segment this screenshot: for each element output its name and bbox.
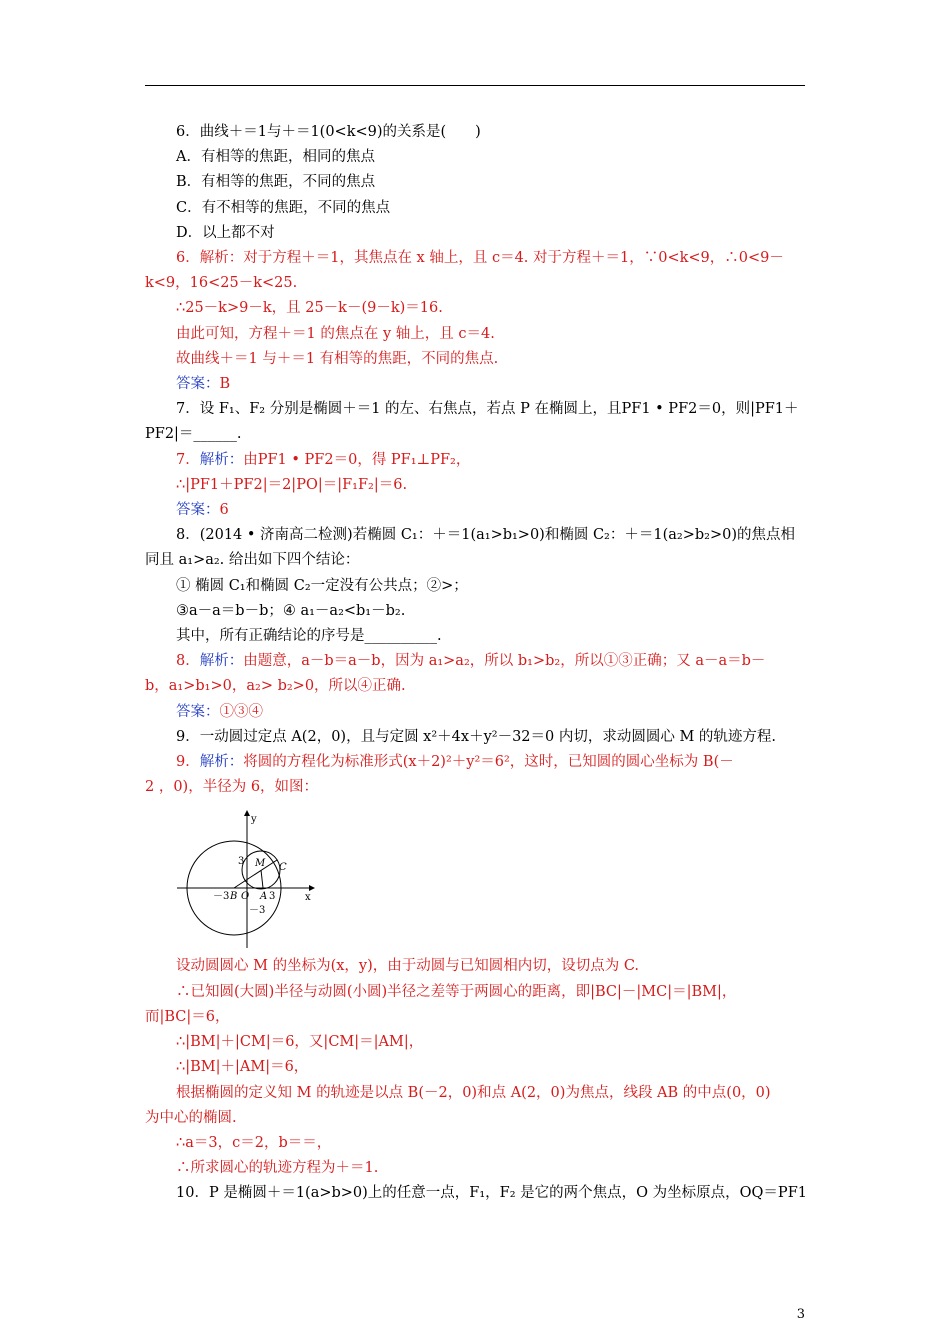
q9-solution-line: ∴|BM|＋|CM|＝6，又|CM|＝|AM|， — [176, 1034, 424, 1051]
segment-ma — [261, 870, 263, 888]
q9-solution-line: 为中心的椭圆. — [145, 1109, 237, 1126]
label-m: M — [255, 858, 266, 870]
q6-solution-line: k<9，16<25－k<25. — [145, 275, 298, 292]
q10-stem: 10．P 是椭圆＋＝1(a>b>0)上的任意一点，F₁，F₂ 是它的两个焦点，O 为坐标原点，OQ＝PF1 — [176, 1185, 807, 1202]
q9-solution-line: 根据椭圆的定义知 M 的轨迹是以点 B(－2，0)和点 A(2，0)为焦点，线段 AB 的中点(0，0) — [176, 1084, 771, 1101]
answer-value: 6 — [219, 502, 229, 519]
header-rule — [145, 85, 805, 86]
q6-stem: 6．曲线＋＝1与＋＝1(0<k<9)的关系是( ) — [176, 124, 481, 140]
q7-solution-line — [145, 448, 805, 473]
answer-label: 答案： — [176, 703, 220, 720]
q7-answer — [145, 498, 805, 523]
q8-answer — [145, 700, 805, 725]
x-axis-arrow — [309, 885, 315, 891]
q6-solution-line: 故曲线＋＝1 与＋＝1 有相等的焦距，不同的焦点. — [176, 350, 499, 367]
q9-solution-line: ∴已知圆(大圆)半径与动圆(小圆)半径之差等于两圆心的距离，即|BC|－|MC|＝|BM|， — [176, 983, 737, 1000]
document-body — [145, 120, 805, 1207]
answer-label: 答案： — [176, 376, 220, 393]
label-x: x — [305, 892, 311, 904]
label-c: C — [279, 862, 287, 874]
q8-conclusion: ③a－a＝b－b；④ a₁－a₂<b₁－b₂. — [176, 602, 406, 619]
q9-solution-line: 而|BC|＝6， — [145, 1008, 230, 1025]
label-3-x: 3 — [269, 891, 276, 903]
solution-label: 解析： — [199, 451, 244, 468]
answer-value: ①③④ — [219, 703, 263, 720]
q6-solution-line: 由此可知，方程＋＝1 的焦点在 y 轴上，且 c＝4. — [176, 325, 495, 342]
solution-label: 解析： — [199, 653, 244, 670]
page-number: 3 — [796, 1307, 805, 1322]
label-y: y — [251, 814, 257, 826]
q6-answer — [145, 372, 805, 397]
q9-solution-line: ∴所求圆心的轨迹方程为＋＝1. — [176, 1160, 379, 1177]
solution-label: 解析： — [199, 754, 244, 771]
q9-solution-line: 设动圆圆心 M 的坐标为(x，y)，由于动圆与已知圆相内切，设切点为 C. — [176, 958, 640, 975]
q6-option-d: D．以上都不对 — [176, 224, 275, 241]
q6-option-b: B．有相等的焦距，不同的焦点 — [176, 174, 376, 191]
q6-solution-line: ∴25－k>9－k，且 25－k－(9－k)＝16. — [176, 300, 443, 317]
q9-solution-line: ∴|BM|＋|AM|＝6， — [176, 1059, 309, 1076]
circle-diagram — [177, 808, 317, 948]
q7-solution-text: 由PF1 • PF2＝0，得 PF₁⊥PF₂， — [243, 451, 471, 468]
label-neg3: －3 — [213, 891, 230, 903]
q8-stem: 同且 a₁>a₂. 给出如下四个结论： — [145, 552, 360, 569]
q7-stem: PF2|＝______. — [145, 426, 242, 443]
q9-solution-number: 9． — [176, 754, 200, 771]
q7-solution-number: 7． — [176, 451, 200, 468]
label-b: B — [230, 891, 238, 903]
q9-solution-line — [145, 750, 805, 775]
label-neg3-y: －3 — [249, 905, 266, 917]
q7-solution-line: ∴|PF1＋PF2|＝2|PO|＝|F₁F₂|＝6. — [176, 476, 408, 493]
label-o: O — [241, 891, 250, 903]
q8-solution-text: 由题意，a－b＝a－b，因为 a₁>a₂，所以 b₁>b₂，所以①③正确；又 a－a＝b－ — [243, 653, 766, 670]
q8-solution-number: 8． — [176, 653, 200, 670]
q7-stem: 7．设 F₁、F₂ 分别是椭圆＋＝1 的左、右焦点，若点 P 在椭圆上，且PF1 • PF2＝0，则|PF1＋ — [176, 401, 799, 418]
answer-label: 答案： — [176, 502, 220, 519]
label-3: 3 — [238, 856, 245, 868]
q8-stem: 8．(2014 • 济南高二检测)若椭圆 C₁：＋＝1(a₁>b₁>0)和椭圆 C₂：＋＝1(a₂>b₂>0)的焦点相 — [176, 527, 795, 544]
q8-prompt: 其中，所有正确结论的序号是__________. — [176, 628, 442, 645]
q6-solution-line: 6．解析：对于方程＋＝1，其焦点在 x 轴上，且 c＝4. 对于方程＋＝1，∵0<k<9，∴0<9－ — [176, 250, 784, 267]
q8-solution-line — [145, 649, 805, 674]
q9-solution-text: 将圆的方程化为标准形式(x＋2)²＋y²＝6²，这时，已知圆的圆心坐标为 B(－ — [243, 754, 734, 771]
q6-option-a: A．有相等的焦距，相同的焦点 — [176, 149, 375, 166]
q8-solution-line: b，a₁>b₁>0，a₂> b₂>0，所以④正确. — [145, 678, 406, 695]
q9-solution-line: ∴a＝3，c＝2，b＝＝， — [176, 1134, 332, 1151]
y-axis-arrow — [244, 810, 250, 816]
q9-stem: 9．一动圆过定点 A(2，0)，且与定圆 x²＋4x＋y²－32＝0 内切，求动圆圆心 M 的轨迹方程. — [176, 728, 777, 745]
q6-option-c: C．有不相等的焦距，不同的焦点 — [176, 199, 391, 216]
q8-conclusion: ① 椭圆 C₁和椭圆 C₂一定没有公共点；②>； — [176, 577, 468, 594]
circle-figure — [177, 808, 317, 948]
q9-solution-line: 2 ，0)，半径为 6，如图： — [145, 779, 319, 796]
label-a: A — [260, 891, 268, 903]
answer-value: B — [219, 376, 231, 393]
